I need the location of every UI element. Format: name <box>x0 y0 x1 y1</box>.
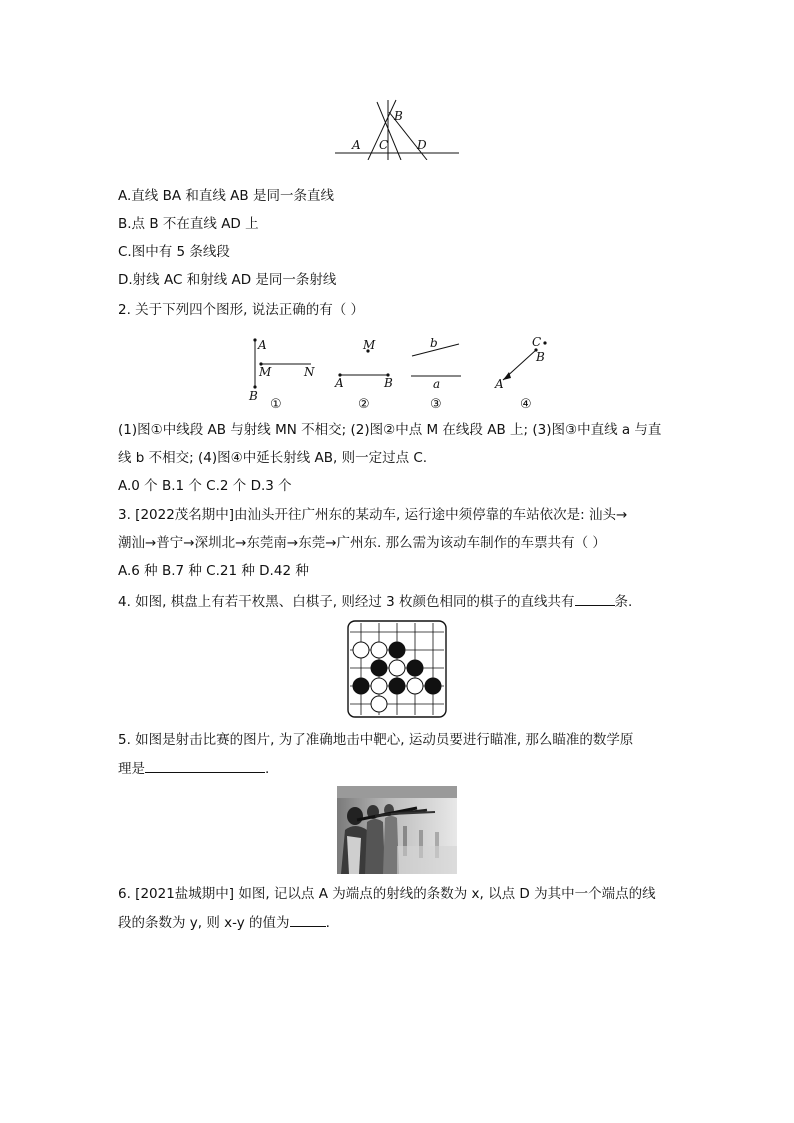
fig2-label-b2: B <box>384 376 393 390</box>
q3-options: A.6 种 B.7 种 C.21 种 D.42 种 <box>118 563 309 579</box>
q1-option-a: A.直线 BA 和直线 AB 是同一条直线 <box>118 188 334 204</box>
go-board-figure <box>345 618 449 720</box>
q5-text-after: . <box>265 761 270 777</box>
figure-four-diagrams <box>240 332 560 412</box>
q5-text-before: 理是 <box>118 761 145 777</box>
q6-text-before: 段的条数为 y, 则 x-y 的值为 <box>118 915 290 931</box>
q4-answer-blank <box>575 591 615 606</box>
q6-line1: 6. [2021盐城期中] 如图, 记以点 A 为端点的射线的条数为 x, 以点 D 为其中一个端点的线 <box>118 886 656 902</box>
q4-text-after: 条. <box>614 594 633 610</box>
fig2-label-a3: a <box>433 377 441 391</box>
fig2-label-m2: M <box>363 338 376 352</box>
fig2-label-a2: A <box>335 376 344 390</box>
label-d: D <box>417 138 427 152</box>
q3-line2: 潮汕→普宁→深圳北→东莞南→东莞→广州东. 那么需为该动车制作的车票共有（ ） <box>118 535 606 551</box>
circled-4: ④ <box>520 397 532 412</box>
q6-answer-blank <box>290 912 326 927</box>
label-a: A <box>352 138 361 152</box>
fig2-label-a1: A <box>258 338 267 352</box>
label-c: C <box>379 138 389 152</box>
go-board-svg <box>345 618 449 720</box>
shooting-photo-svg <box>337 786 457 874</box>
fig2-label-c4: C <box>532 335 542 349</box>
fig2-label-m1: M <box>259 365 272 379</box>
q6-text-after: . <box>325 915 330 931</box>
shooting-photo <box>337 786 457 874</box>
fig2-label-b3: b <box>430 336 438 350</box>
fig2-label-b4: B <box>536 350 545 364</box>
circled-3: ③ <box>430 397 442 412</box>
q6-line2 <box>118 912 330 933</box>
q1-option-d: D.射线 AC 和射线 AD 是同一条射线 <box>118 272 337 288</box>
q2-body-line1: (1)图①中线段 AB 与射线 MN 不相交; (2)图②中点 M 在线段 AB 上; (3)图③中直线 a 与直 <box>118 422 662 438</box>
label-b: B <box>394 109 403 123</box>
q2-options: A.0 个 B.1 个 C.2 个 D.3 个 <box>118 478 292 494</box>
q2-stem: 2. 关于下列四个图形, 说法正确的有（ ） <box>118 302 365 318</box>
circled-2: ② <box>358 397 370 412</box>
q3-line1: 3. [2022茂名期中]由汕头开往广州东的某动车, 运行途中须停靠的车站依次是: 汕头→ <box>118 507 628 523</box>
figure-lines-abcd <box>335 98 465 160</box>
fig2-label-b1: B <box>249 389 258 403</box>
q1-option-b: B.点 B 不在直线 AD 上 <box>118 216 259 232</box>
q1-option-c: C.图中有 5 条线段 <box>118 244 230 260</box>
q5-line1: 5. 如图是射击比赛的图片, 为了准确地击中靶心, 运动员要进行瞄准, 那么瞄准的数学原 <box>118 732 634 748</box>
q2-body-line2: 线 b 不相交; (4)图④中延长射线 AB, 则一定过点 C. <box>118 450 428 466</box>
figure-lines-abcd-svg <box>335 98 465 160</box>
q5-line2 <box>118 758 269 779</box>
fig2-label-a4: A <box>495 377 504 391</box>
circled-1: ① <box>270 397 282 412</box>
q5-answer-blank <box>145 758 265 773</box>
figure-four-diagrams-svg <box>240 332 560 412</box>
q4-text-before: 4. 如图, 棋盘上有若干枚黑、白棋子, 则经过 3 枚颜色相同的棋子的直线共有 <box>118 594 575 610</box>
fig2-label-n1: N <box>304 365 315 379</box>
q4-line <box>118 591 632 612</box>
